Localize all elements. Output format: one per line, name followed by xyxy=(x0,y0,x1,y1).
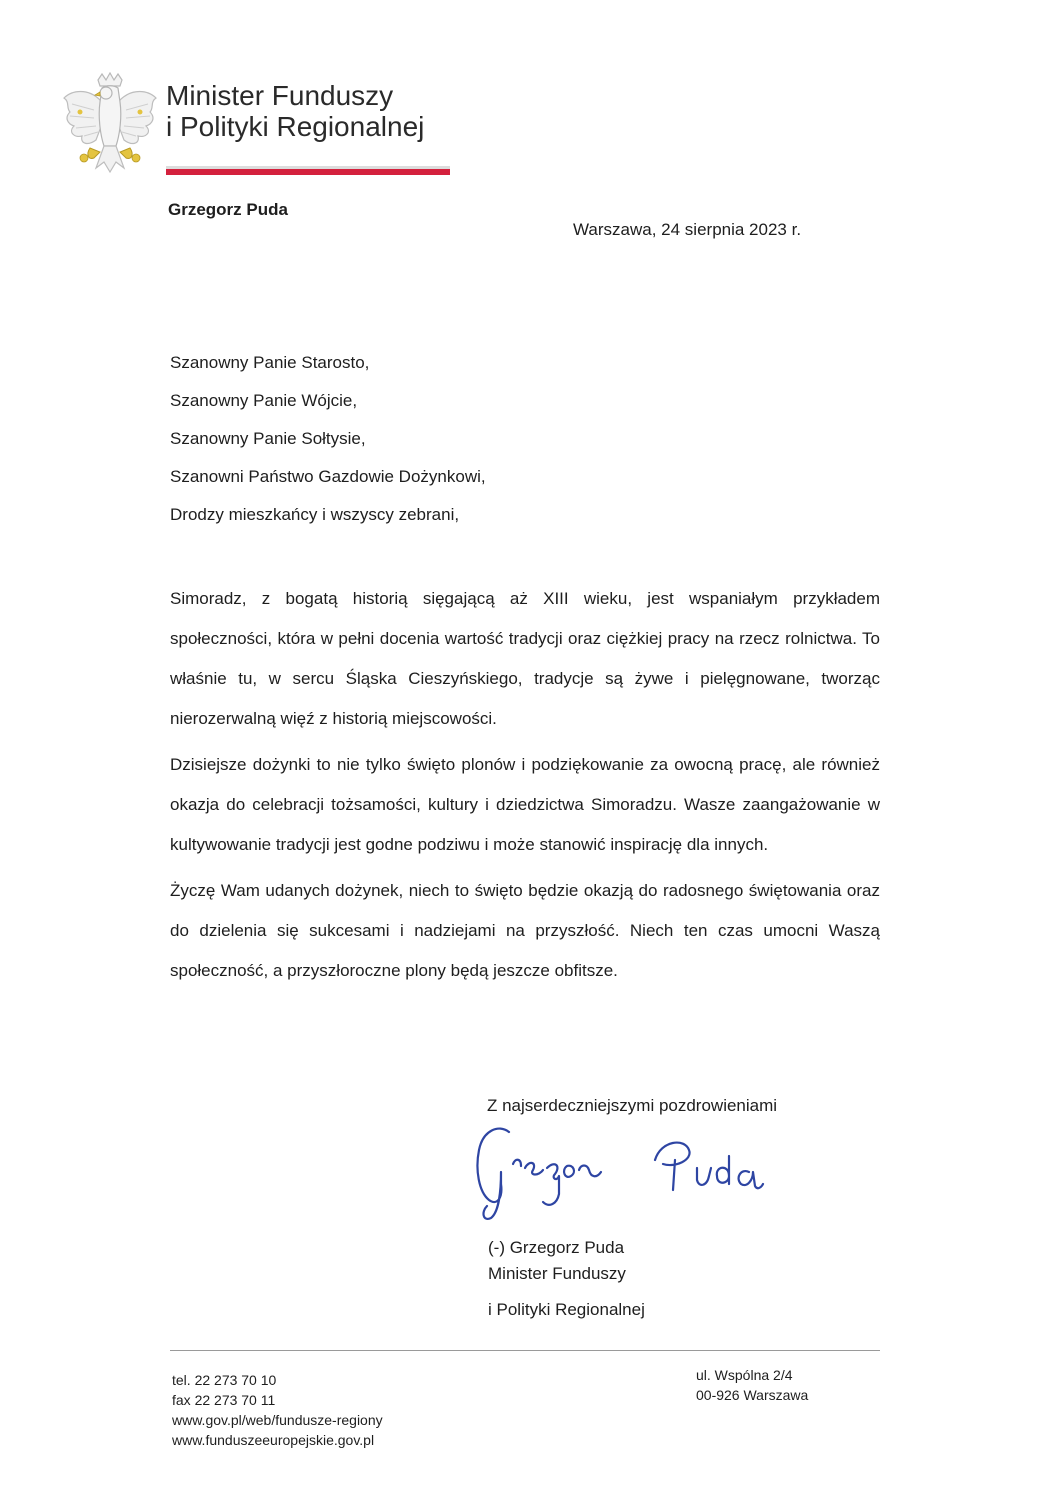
polish-eagle-emblem-icon xyxy=(60,72,160,184)
office-title-line-2: i Polityki Regionalnej xyxy=(166,111,425,142)
office-title xyxy=(166,80,424,142)
salutation-line: Szanowny Panie Wójcie, xyxy=(170,391,358,410)
signer-title-line-1: Minister Funduszy xyxy=(488,1264,626,1283)
salutations xyxy=(170,344,486,534)
signer-title-line-2: i Polityki Regionalnej xyxy=(488,1300,645,1319)
handwritten-signature xyxy=(465,1120,765,1228)
salutation-line: Szanowny Panie Sołtysie, xyxy=(170,429,366,448)
stripe-red xyxy=(166,169,450,175)
body-paragraph: Życzę Wam udanych dożynek, niech to święto będzie okazją do radosnego świętowania oraz do dzielenia się sukcesami i nadziejami na przyszłość. Niech ten czas umocni Waszą społeczność, a przyszłoroczne plony będą jeszcze obfitsze. xyxy=(170,881,880,980)
salutation-line: Szanowny Panie Starosto, xyxy=(170,353,370,372)
header-flag-stripe xyxy=(166,166,450,175)
footer-fax: fax 22 273 70 11 xyxy=(172,1392,276,1408)
office-title-line-1: Minister Funduszy xyxy=(166,80,394,111)
body-paragraph: Simoradz, z bogatą historią sięgającą aż XIII wieku, jest wspaniałym przykładem społeczności, która w pełni docenia wartość tradycji oraz ciężkiej pracy na rzecz rolnictwa. To właśnie tu, w sercu Śląska Cieszyńskiego, tradycje są żywe i pielęgnowane, tworząc nierozerwalną więź z historią miejscowości. xyxy=(170,589,880,728)
date-line: Warszawa, 24 sierpnia 2023 r. xyxy=(573,220,802,239)
footer-phone: tel. 22 273 70 10 xyxy=(172,1372,277,1388)
signer-name: (-) Grzegorz Puda xyxy=(488,1238,625,1257)
footer-city: 00-926 Warszawa xyxy=(696,1387,809,1403)
salutation-line: Drodzy mieszkańcy i wszyscy zebrani, xyxy=(170,505,460,524)
salutation-line: Szanowni Państwo Gazdowie Dożynkowi, xyxy=(170,467,486,486)
signer-block xyxy=(488,1235,645,1323)
footer-divider xyxy=(170,1350,880,1351)
footer-website-link[interactable]: www.gov.pl/web/fundusze-regiony xyxy=(172,1412,383,1428)
closing-line: Z najserdeczniejszymi pozdrowieniami xyxy=(487,1096,778,1115)
letter-body xyxy=(170,579,880,997)
body-paragraph: Dzisiejsze dożynki to nie tylko święto plonów i podziękowanie za owocną pracę, ale również okazja do celebracji tożsamości, kultury i dziedzictwa Simoradzu. Wasze zaangażowanie w kultywowanie tradycji jest godne podziwu i może stanowić inspirację dla innych. xyxy=(170,755,880,854)
footer-address xyxy=(696,1365,808,1405)
sender-name: Grzegorz Puda xyxy=(168,200,288,219)
footer-website-link[interactable]: www.funduszeeuropejskie.gov.pl xyxy=(172,1432,375,1448)
footer-contact xyxy=(172,1370,383,1450)
footer-street: ul. Wspólna 2/4 xyxy=(696,1367,793,1383)
